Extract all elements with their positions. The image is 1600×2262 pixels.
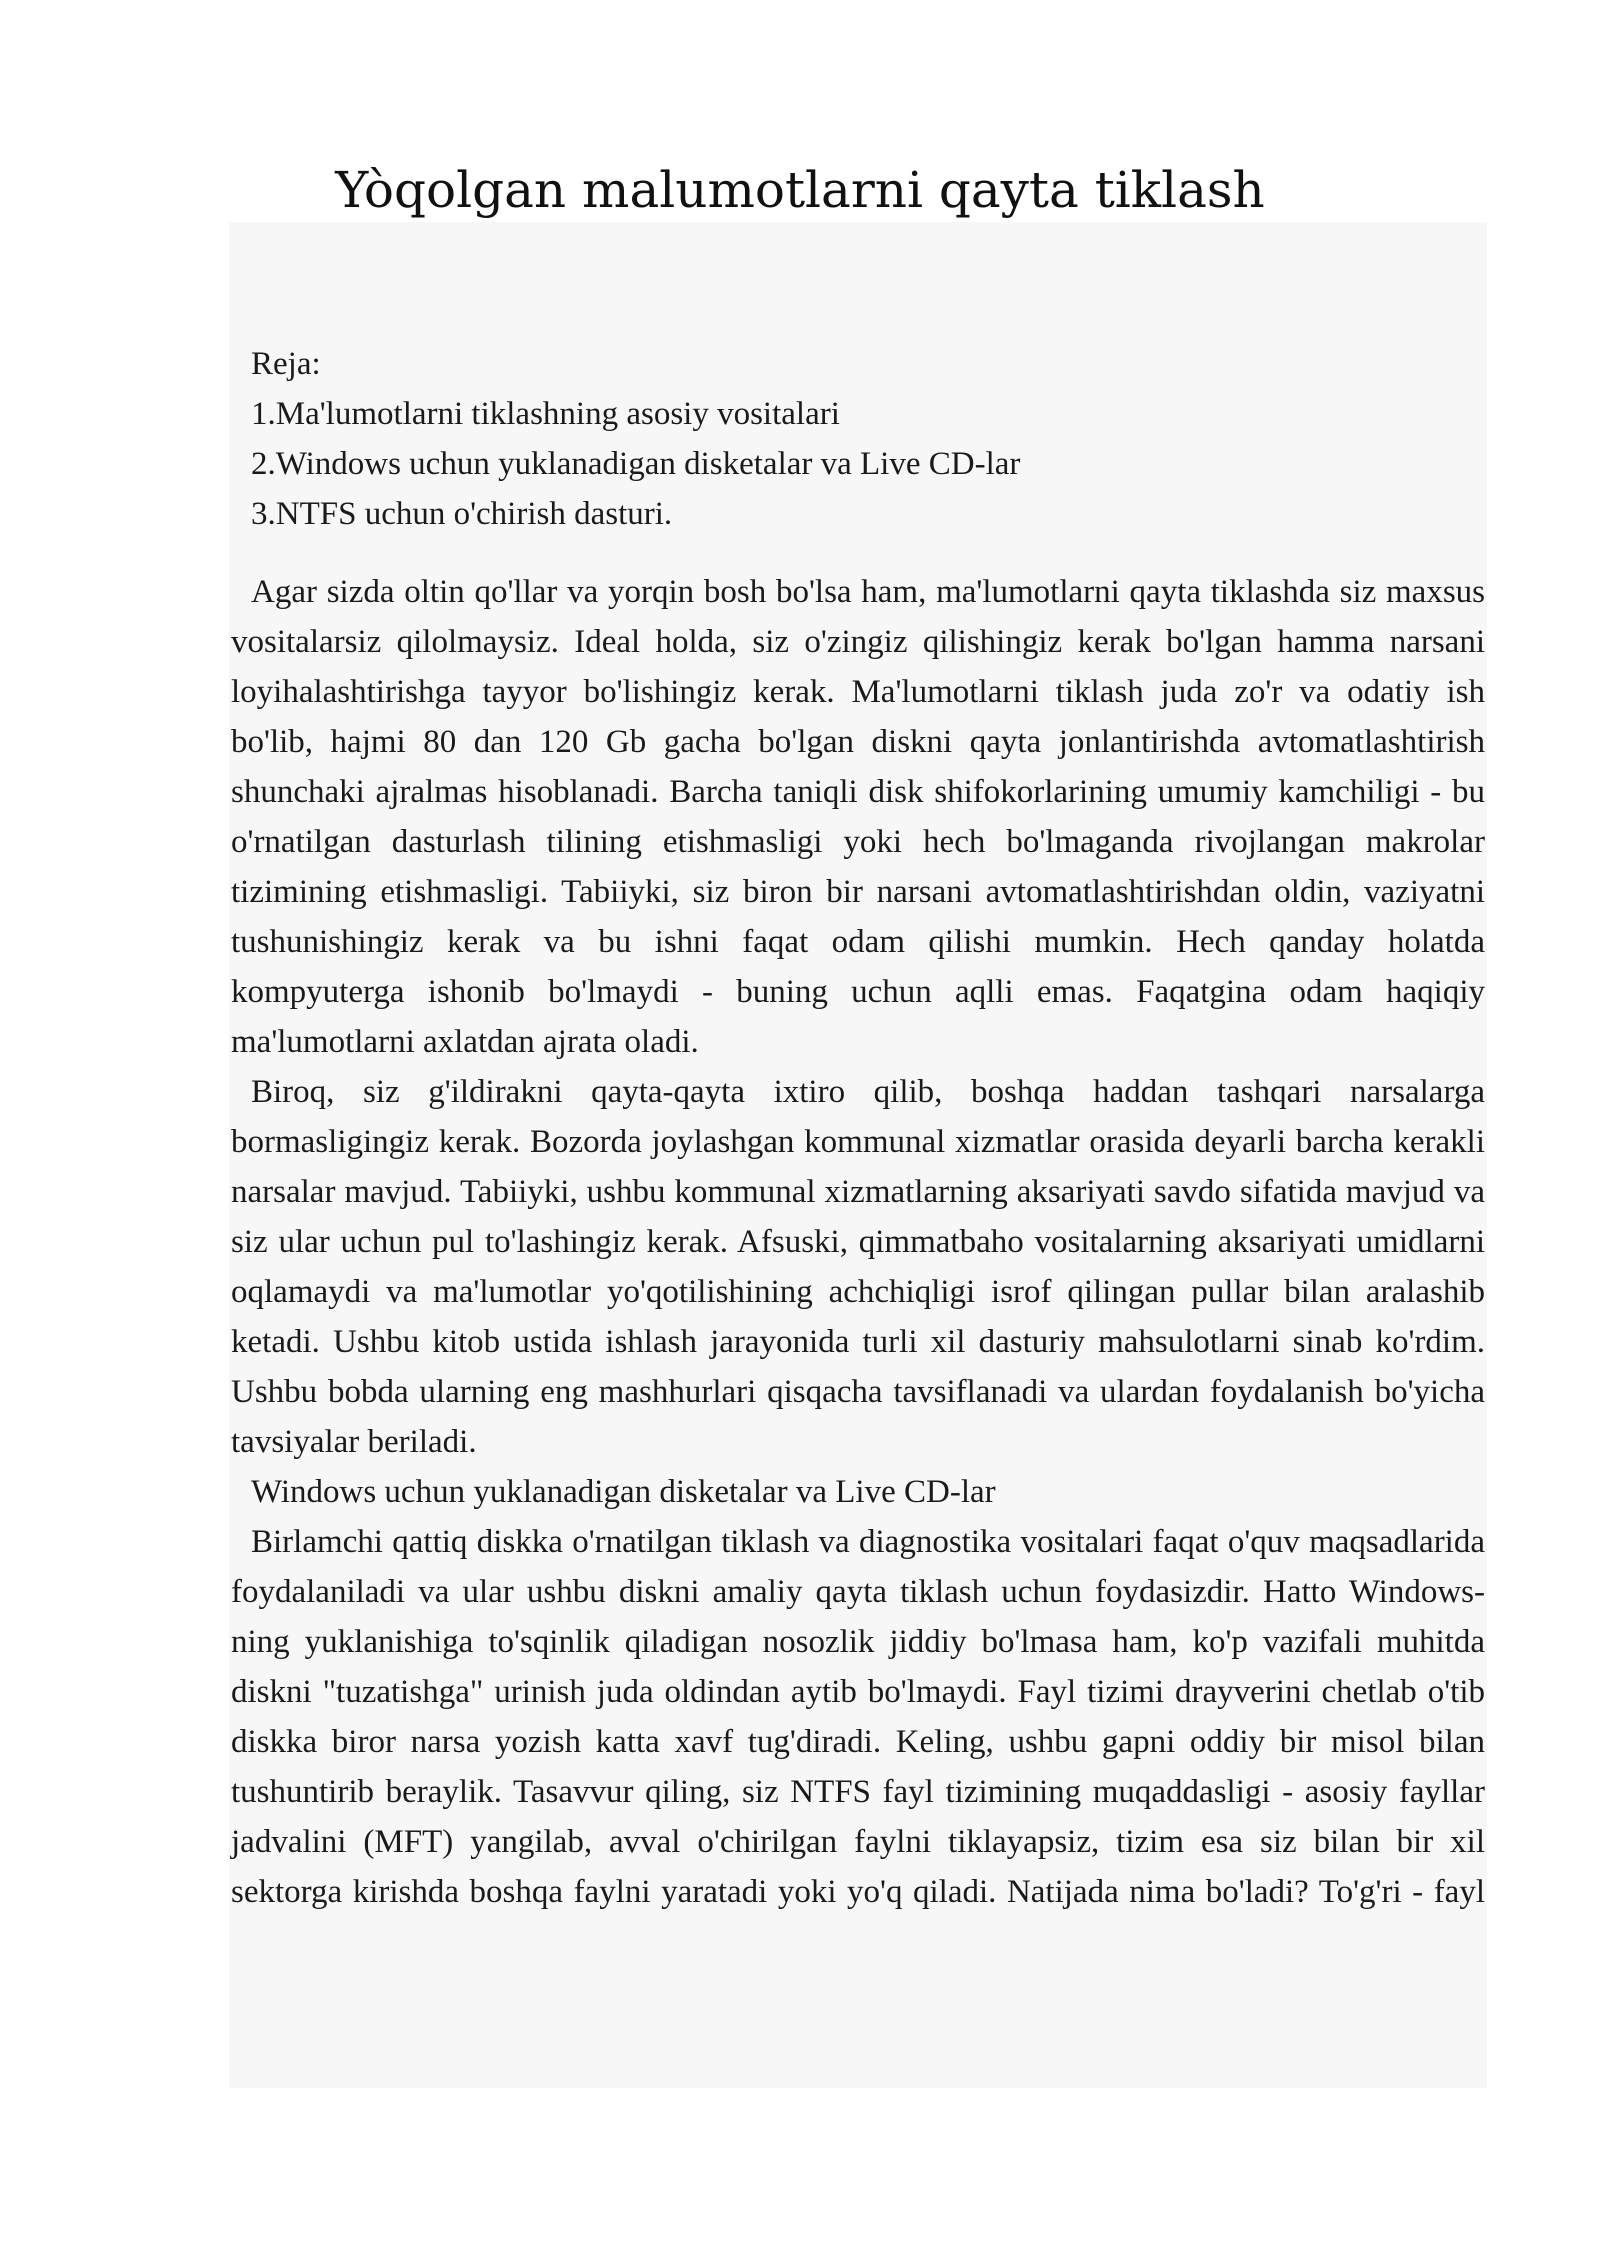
- page-title: Yòqolgan malumotlarni qayta tiklash: [335, 161, 1265, 219]
- plan-item: 3.NTFS uchun o'chirish dasturi.: [251, 496, 673, 532]
- body-paragraph: Biroq, siz g'ildirakni qayta-qayta ixtiro qilib, boshqa haddan tashqari narsalarga bormasligingiz kerak. Bozorda joylashgan kommunal xizmatlar orasida deyarli barcha kerakli narsalar mavjud. Tabiiyki, ushbu kommunal xizmatlarning aksariyati savdo sifatida mavjud va siz ular uchun pul to'lashingiz kerak. Afsuski, qimmatbaho vositalarning aksariyati umidlarni oqlamaydi va ma'lumotlar yo'qotilishining achchiqligi isrof qilingan pullar bilan aralashib ketadi. Ushbu kitob ustida ishlash jarayonida turli xil dasturiy mahsulotlarni sinab ko'rdim. Ushbu bobda ularning eng mashhurlari qisqacha tavsiflanadi va ulardan foydalanish bo'yicha tavsiyalar beriladi.: [231, 1074, 1485, 1460]
- plan-item: 2.Windows uchun yuklanadigan disketalar va Live CD-lar: [251, 446, 1021, 482]
- document-body: [229, 222, 1487, 2088]
- plan-section: [231, 339, 1485, 539]
- body-paragraph: Agar sizda oltin qo'llar va yorqin bosh bo'lsa ham, ma'lumotlarni qayta tiklashda siz maxsus vositalarsiz qilolmaysiz. Ideal holda, siz o'zingiz qilishingiz kerak bo'lgan hamma narsani loyihalashtirishga tayyor bo'lishingiz kerak. Ma'lumotlarni tiklash juda zo'r va odatiy ish bo'lib, hajmi 80 dan 120 Gb gacha bo'lgan diskni qayta jonlantirishda avtomatlashtirish shunchaki ajralmas hisoblanadi. Barcha taniqli disk shifokorlarining umumiy kamchiligi - bu o'rnatilgan dasturlash tilining etishmasligi yoki hech bo'lmaganda rivojlangan makrolar tizimining etishmasligi. Tabiiyki, siz biron bir narsani avtomatlashtirishdan oldin, vaziyatni tushunishingiz kerak va bu ishni faqat odam qilishi mumkin. Hech qanday holatda kompyuterga ishonib bo'lmaydi - buning uchun aqlli emas. Faqatgina odam haqiqiy ma'lumotlarni axlatdan ajrata oladi.: [231, 574, 1485, 1060]
- body-paragraph: Birlamchi qattiq diskka o'rnatilgan tiklash va diagnostika vositalari faqat o'quv maqsadlarida foydalaniladi va ular ushbu diskni amaliy qayta tiklash uchun foydasizdir. Hatto Windows-ning yuklanishiga to'sqinlik qiladigan nosozlik jiddiy bo'lmasa ham, ko'p vazifali muhitda diskni "tuzatishga" urinish juda oldindan aytib bo'lmaydi. Fayl tizimi drayverini chetlab o'tib diskka biror narsa yozish katta xavf tug'diradi. Keling, ushbu gapni oddiy bir misol bilan tushuntirib beraylik. Tasavvur qiling, siz NTFS fayl tizimining muqaddasligi - asosiy fayllar jadvalini (MFT) yangilab, avval o'chirilgan faylni tiklayapsiz, tizim esa siz bilan bir xil sektorga kirishda boshqa faylni yaratadi yoki yo'q qiladi. Natijada nima bo'ladi? To'g'ri - fayl: [231, 1524, 1485, 1910]
- section-heading: Windows uchun yuklanadigan disketalar va Live CD-lar: [251, 1474, 996, 1510]
- plan-item: 1.Ma'lumotlarni tiklashning asosiy vositalari: [251, 396, 840, 432]
- plan-label: Reja:: [251, 346, 321, 382]
